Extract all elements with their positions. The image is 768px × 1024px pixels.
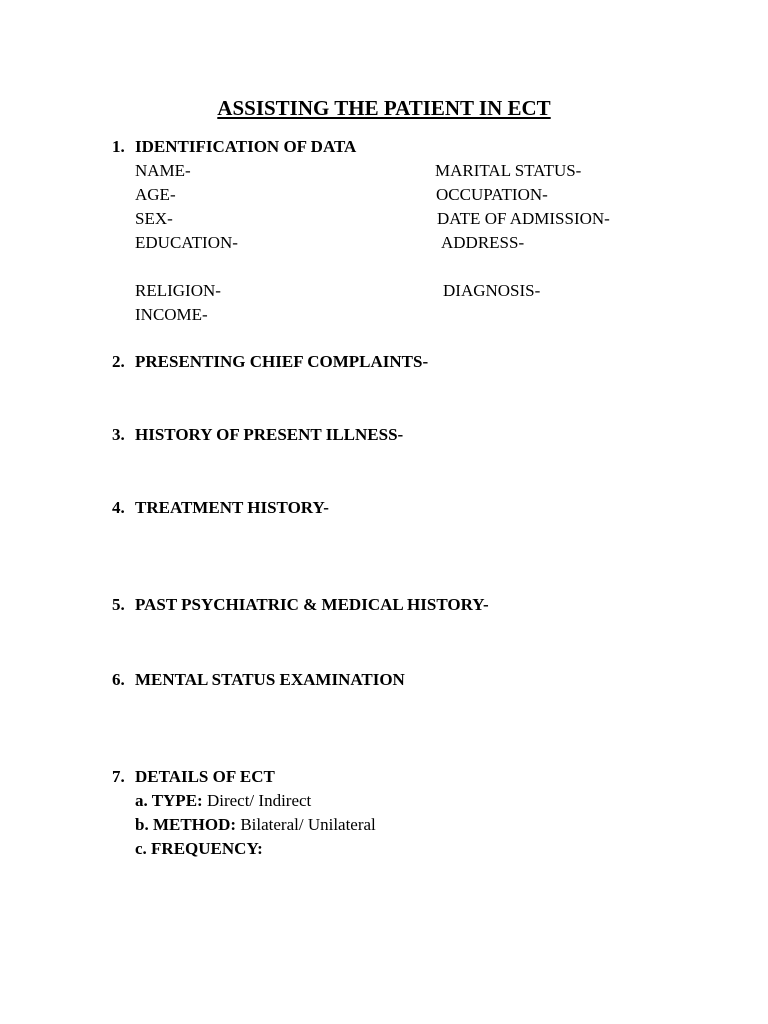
section-7-heading: DETAILS OF ECT xyxy=(135,767,275,786)
section-2-number: 2. xyxy=(112,352,125,371)
section-6-number: 6. xyxy=(112,670,125,689)
section-3-number: 3. xyxy=(112,425,125,444)
section-2-heading: PRESENTING CHIEF COMPLAINTS- xyxy=(135,352,429,371)
field-religion: RELIGION- xyxy=(135,281,221,300)
field-marital-status: MARITAL STATUS- xyxy=(435,161,582,180)
section-5-number: 5. xyxy=(112,595,125,614)
section-1-heading: IDENTIFICATION OF DATA xyxy=(135,137,357,156)
ect-type-label: a. TYPE: xyxy=(135,791,203,810)
ect-method-value: Bilateral/ Unilateral xyxy=(236,815,376,834)
section-4-number: 4. xyxy=(112,498,125,517)
field-age: AGE- xyxy=(135,185,176,204)
field-name: NAME- xyxy=(135,161,191,180)
section-3-heading: HISTORY OF PRESENT ILLNESS- xyxy=(135,425,404,444)
section-6-heading: MENTAL STATUS EXAMINATION xyxy=(135,670,405,689)
ect-frequency-label: c. FREQUENCY: xyxy=(135,839,263,858)
ect-method-label: b. METHOD: xyxy=(135,815,237,834)
document-title: ASSISTING THE PATIENT IN ECT xyxy=(217,96,551,120)
ect-type xyxy=(135,790,311,812)
ect-frequency xyxy=(135,838,263,860)
section-7-number: 7. xyxy=(112,767,125,786)
ect-type-value: Direct/ Indirect xyxy=(202,791,312,810)
field-income: INCOME- xyxy=(135,305,208,324)
section-5-heading: PAST PSYCHIATRIC & MEDICAL HISTORY- xyxy=(135,595,489,614)
field-address: ADDRESS- xyxy=(441,233,525,252)
ect-method xyxy=(135,814,376,836)
field-sex: SEX- xyxy=(135,209,173,228)
field-occupation: OCCUPATION- xyxy=(436,185,548,204)
section-4-heading: TREATMENT HISTORY- xyxy=(135,498,329,517)
field-diagnosis: DIAGNOSIS- xyxy=(443,281,541,300)
field-education: EDUCATION- xyxy=(135,233,238,252)
section-1-number: 1. xyxy=(112,137,125,156)
field-date-of-admission: DATE OF ADMISSION- xyxy=(437,209,610,228)
